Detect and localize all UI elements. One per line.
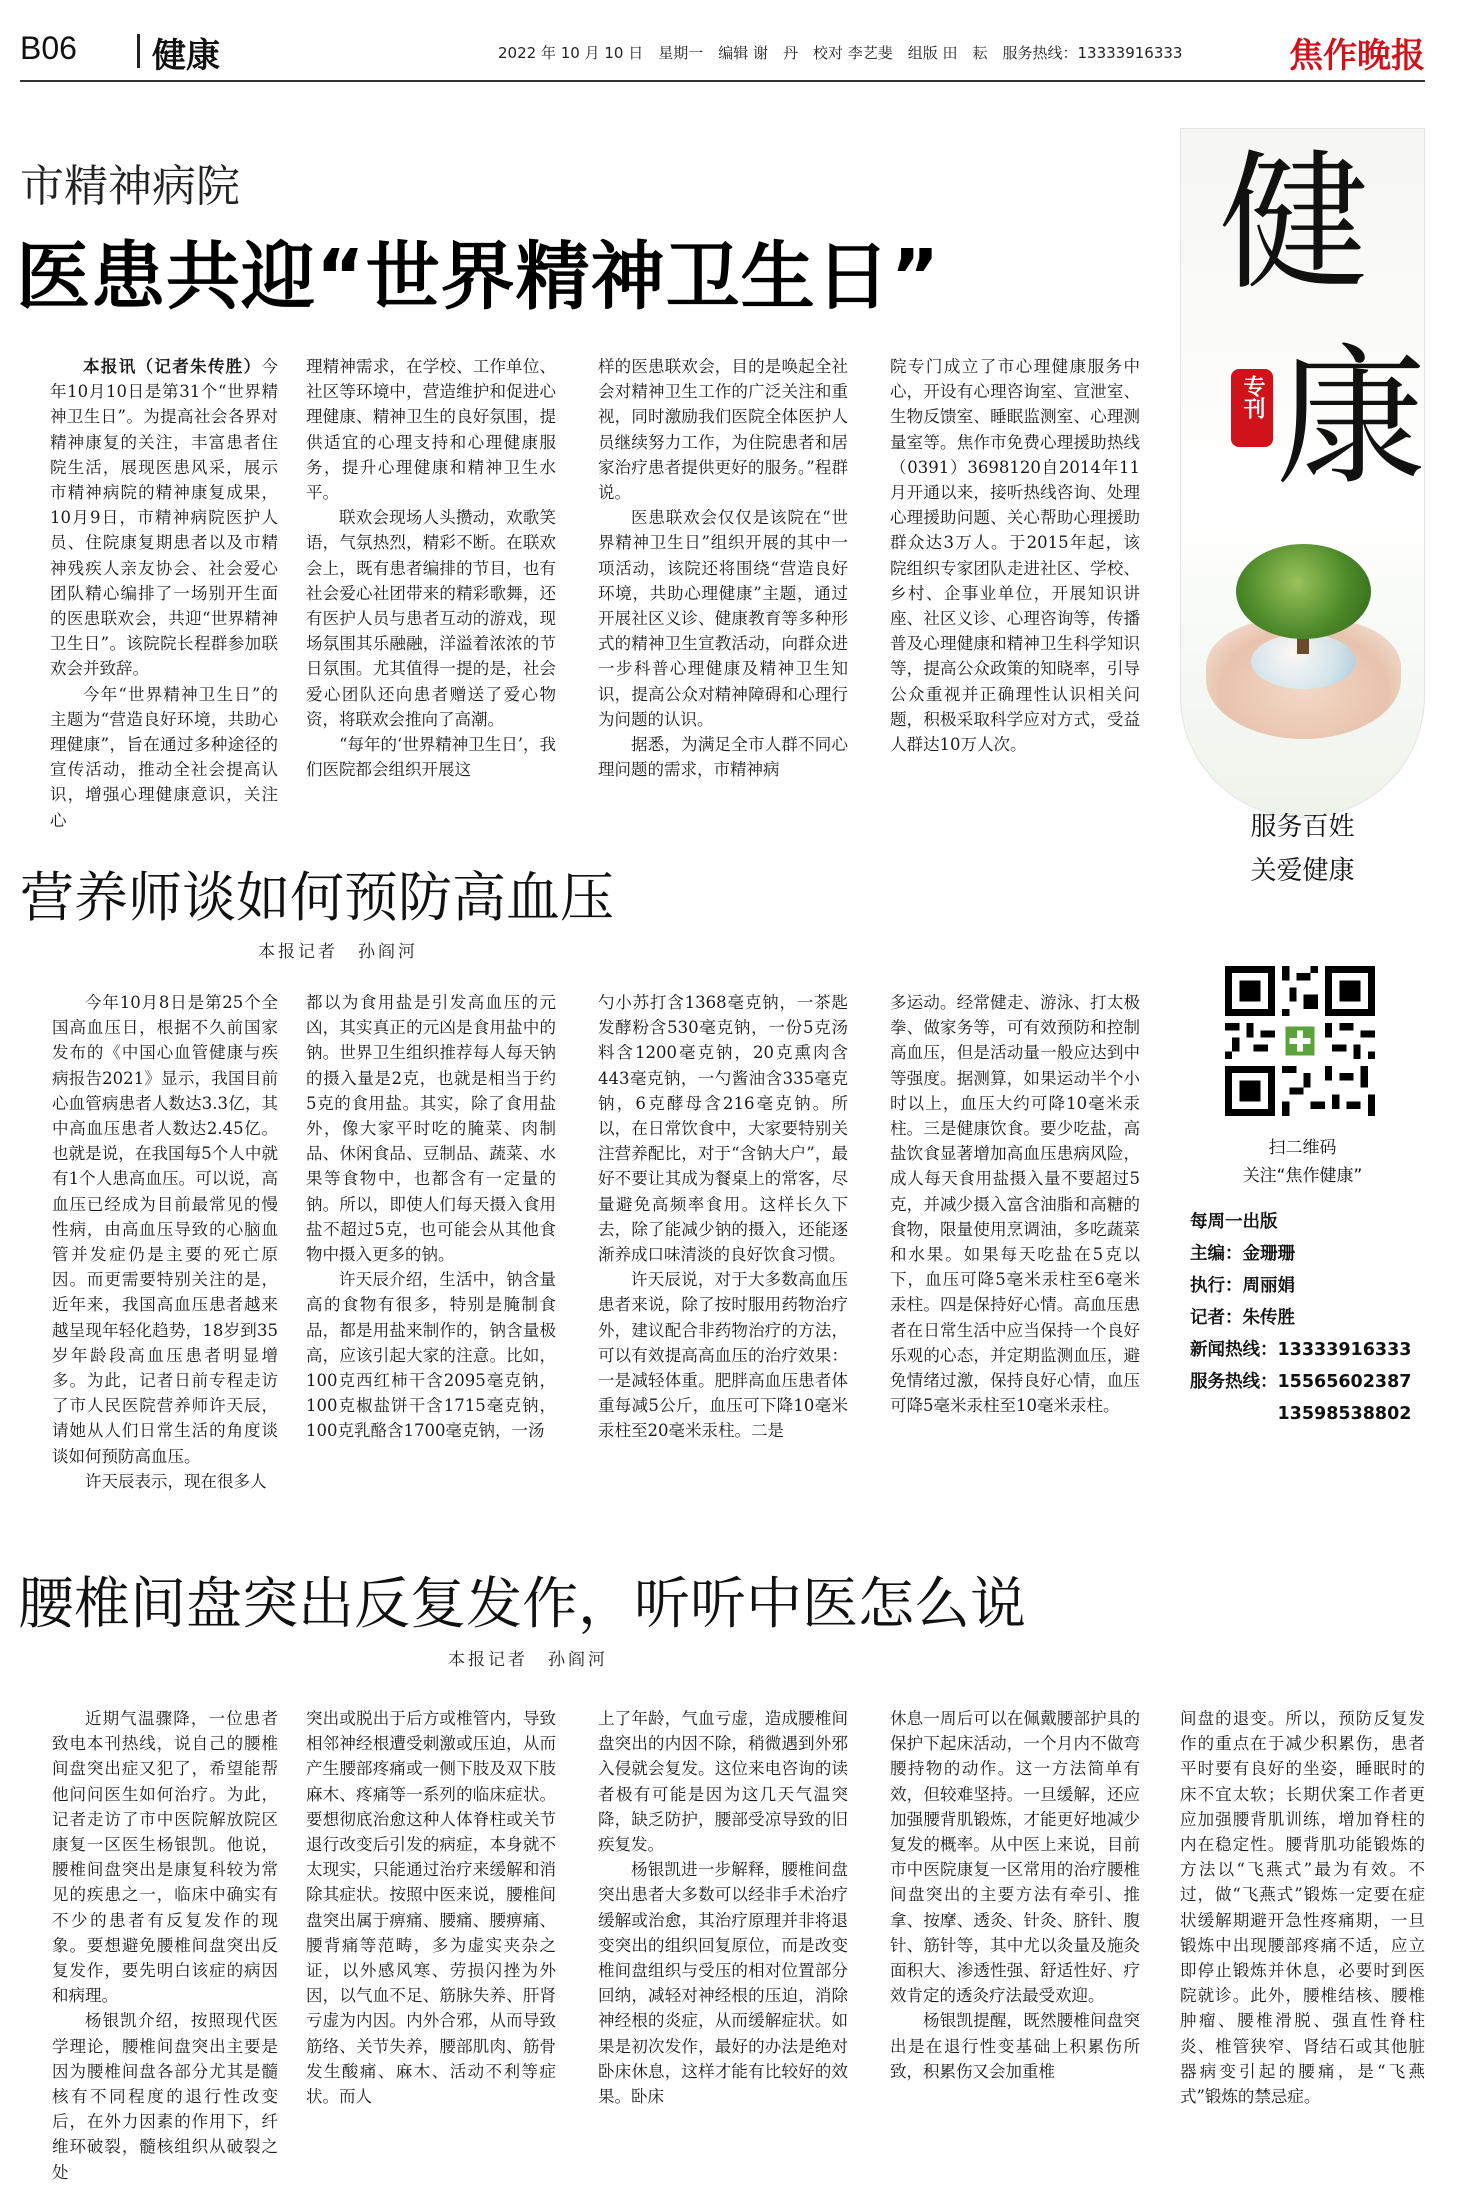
article3-paragraph: 杨银凯提醒，既然腰椎间盘突出是在退行性变基础上积累伤所致，积累伤又会加重椎 <box>890 2011 1140 2081</box>
article2-paragraph: 都以为食用盐是引发高血压的元凶，其实真正的元凶是食用盐中的钠。世界卫生组织推荐每人每天钠的摄入量是2克，也就是相当于约5克的食用盐。其实，除了食用盐外，像大家平时吃的腌菜、肉制品、休闲食品、豆制品、蔬菜、水果等食物中，也都含有一定量的钠。所以，即使人们每天摄入食用盐不超过5克，也可能会从其他食物中摄入更多的钠。 <box>306 993 556 1265</box>
service-hotline-2: 13598538802 <box>1190 1404 1412 1424</box>
article3-paragraph: 休息一周后可以在佩戴腰部护具的保护下起床活动，一个月内不做弯腰持物的动作。这一方法简单有效，但较难坚持。一旦缓解，还应加强腰背肌锻炼，才能更好地减少复发的概率。从中医上来说，目前市中医院康复一区常用的治疗腰椎间盘突出的主要方法有牵引、推拿、按摩、透灸、针灸、脐针、腹针、筋针等，其中尤以灸量及施灸面积大、渗透性强、舒适性好、疗效肯定的透灸疗法最受欢迎。 <box>890 1709 1140 2006</box>
article2-paragraph: 多运动。经常健走、游泳、打太极拳、做家务等，可有效预防和控制高血压，但是活动量一般应达到中等强度。据测算，如果运动半个小时以上，血压大约可降10毫米汞柱。三是健康饮食。要少吃盐，高盐饮食显著增加高血压患病风险，成人每天食用盐摄入量不要超过5克，并减少摄入富含油脂和高糖的食物，限量使用烹调油，多吃蔬菜和水果。如果每天吃盐在5克以下，血压可降5毫米汞柱至6毫米汞柱。四是保持好心情。高血压患者在日常生活中应当保持一个良好乐观的心态，并定期监测血压，避免情绪过激，保持良好心情，血压可降5毫米汞柱至10毫米汞柱。 <box>890 993 1140 1416</box>
page-number: B06 <box>20 30 77 66</box>
special-issue-seal <box>1231 369 1273 447</box>
article3-paragraph: 间盘的退变。所以，预防反复发作的重点在于减少积累伤，患者平时要有良好的坐姿，睡眠时的床不宜太软；长期伏案工作者更应加强腰背肌训练，增加脊柱的内在稳定性。腰背肌功能锻炼的方法以“飞燕式”最为有效。不过，做“飞燕式”锻炼一定要在症状缓解期避开急性疼痛期，一旦锻炼中出现腰部疼痛不适，应立即停止锻炼并休息，必要时到医院就诊。此外，腰椎结核、腰椎肿瘤、腰椎滑脱、强直性脊柱炎、椎管狭窄、肾结石或其他脏器病变引起的腰痛，是“飞燕式”锻炼的禁忌症。 <box>1180 1709 1425 2107</box>
article3-paragraph: 杨银凯介绍，按照现代医学理论，腰椎间盘突出主要是因为腰椎间盘各部分尤其是髓核有不同程度的退行性改变后，在外力因素的作用下，纤维环破裂，髓核组织从破裂之处 <box>52 2011 278 2182</box>
article2-paragraph: 勺小苏打含1368毫克钠，一茶匙发酵粉含530毫克钠，一份5克汤料含1200毫克钠，20克熏肉含443毫克钠，一勺酱油含335毫克钠，6克酵母含216毫克钠。所以，在日常饮食中，大家要特别关注营养配比，对于“含钠大户”，最好不要让其成为餐桌上的常客，尽量避免高频率食用。这样长久下去，除了能减少钠的摄入，还能逐渐养成口味清淡的良好饮食习惯。 <box>598 993 848 1265</box>
reporter: 记者：朱传胜 <box>1190 1308 1295 1328</box>
article1-column-2 <box>306 354 556 804</box>
slogan-line-1: 服务百姓 <box>1250 812 1355 842</box>
tree-illustration <box>1236 544 1371 639</box>
article1-kicker: 市精神病院 <box>20 161 240 212</box>
news-hotline: 新闻热线：13333916333 <box>1190 1340 1412 1360</box>
article3-column-3 <box>598 1706 848 2146</box>
article1-paragraph: 院专门成立了市心理健康服务中心，开设有心理咨询室、宣泄室、生物反馈室、睡眠监测室、心理测量室等。焦作市免费心理援助热线（0391）3698120自2014年11月开通以来，接听热线咨询、处理心理援助问题、关心帮助心理援助群众达3万人。于2015年起，该院组织专家团队走进社区、学校、乡村、企事业单位，开展知识讲座、社区义诊、心理咨询等，传播普及心理健康和精神卫生科学知识等，提高公众政策的知晓率，引导公众重视并正确理性认识相关问题，积极采取科学应对方式，受益人群达10万人次。 <box>890 357 1140 755</box>
article1-paragraph: 据悉，为满足全市人群不同心理问题的需求，市精神病 <box>598 735 848 780</box>
article3-paragraph: 突出或脱出于后方或椎管内，导致相邻神经根遭受刺激或压迫，从而产生腰部疼痛或一侧下肢及双下肢麻木、疼痛等一系列的临床症状。要想彻底治愈这种人体脊柱或关节退行改变后引发的病症，本身就不太现实，只能通过治疗来缓解和消除其症状。按照中医来说，腰椎间盘突出属于痹痛、腰痛、腰痹痛、腰背痛等范畴，多为虚实夹杂之证，以外感风寒、劳损闪挫为外因，以气血不足、筋脉失养、肝肾亏虚为内因。内外合邪，从而导致筋络、关节失养，腰部肌肉、筋骨发生酸痛、麻木、活动不利等症状。而人 <box>306 1709 556 2107</box>
article3-byline: 本报记者 孙阎河 <box>448 1650 608 1670</box>
article3-paragraph: 近期气温骤降，一位患者致电本刊热线，说自己的腰椎间盘突出症又犯了，希望能帮他问问医生如何治疗。为此，记者走访了市中医院解放院区康复一区医生杨银凯。他说，腰椎间盘突出是康复科较为常见的疾患之一，临床中确实有不少的患者有反复发作的现象。要想避免腰椎间盘突出反复发作，要先明白该症的病因和病理。 <box>52 1709 278 2006</box>
health-banner <box>1180 128 1425 818</box>
article1-paragraph: “每年的‘世界精神卫生日’，我们医院都会组织开展这 <box>306 735 556 780</box>
banner-char-kang: 康 <box>1276 332 1427 506</box>
qr-caption-1: 扫二维码 <box>1268 1138 1337 1158</box>
newspaper-logo: 焦作晚报 <box>1289 36 1425 76</box>
article2-title: 营养师谈如何预防高血压 <box>20 866 614 929</box>
slogan-line-2: 关爱健康 <box>1250 856 1355 886</box>
section-name: 健康 <box>152 36 220 76</box>
qr-code-icon[interactable] <box>1225 966 1375 1116</box>
article3-column-4 <box>890 1706 1140 2146</box>
article1-paragraph: 联欢会现场人头攒动，欢歌笑语，气氛热烈，精彩不断。在联欢会上，既有患者编排的节目，也有社会爱心社团带来的精彩歌舞，还有医护人员与患者互动的游戏，现场氛围其乐融融，洋溢着浓浓的节日氛围。尤其值得一提的是，社会爱心团队还向患者赠送了爱心物资，将联欢会推向了高潮。 <box>306 508 556 729</box>
header-rule <box>20 80 1425 82</box>
publication-schedule: 每周一出版 <box>1190 1212 1278 1232</box>
service-hotline: 服务热线：15565602387 <box>1190 1372 1412 1392</box>
executive-editor: 执行：周丽娟 <box>1190 1276 1295 1296</box>
header-divider <box>137 34 140 68</box>
article2-column-2 <box>306 990 556 1510</box>
article1-title: 医患共迎“世界精神卫生日” <box>16 234 941 320</box>
article3-column-5 <box>1180 1706 1425 2146</box>
article1-column-3 <box>598 354 848 804</box>
article1-paragraph: 本报讯（记者朱传胜）今年10月10日是第31个“世界精神卫生日”。为提高社会各界对精神康复的关注，丰富患者住院生活，展现医患风采，展示市精神病院的精神康复成果，10月9日，市精神病院医护人员、住院康复期患者以及市精神残疾人亲友协会、社会爱心团队精心编排了一场别开生面的医患联欢会，共迎“世界精神卫生日”。该院院长程群参加联欢会并致辞。 <box>50 357 278 679</box>
article1-paragraph: 今年“世界精神卫生日”的主题为“营造良好环境，共助心理健康”，旨在通过多种途径的宣传活动，推动全社会提高认识，增强心理健康意识，关注心 <box>50 684 278 830</box>
article2-paragraph: 今年10月8日是第25个全国高血压日，根据不久前国家发布的《中国心血管健康与疾病报告2021》显示，我国目前心血管病患者人数达3.3亿，其中高血压患者人数达2.45亿。也就是说，在我国每5个人中就有1个人患高血压。可以说，高血压已经成为目前最常见的慢性病，由高血压导致的心脑血管并发症仍是主要的死亡原因。而更需要特别关注的是，近年来，我国高血压患者越来越呈现年轻化趋势，18岁到35岁年龄段高血压患者明显增多。为此，记者日前专程走访了市人民医院营养师许天辰，请她从人们日常生活的角度谈谈如何预防高血压。 <box>52 993 278 1466</box>
header-meta: 2022 年 10 月 10 日 星期一 编辑 谢 丹 校对 李艺斐 组版 田 耘 服务热线：13333916333 <box>498 44 1183 62</box>
article1-column-4 <box>890 354 1140 804</box>
banner-char-jian: 健 <box>1219 137 1370 311</box>
article3-column-2 <box>306 1706 556 2146</box>
article2-paragraph: 许天辰说，对于大多数高血压患者来说，除了按时服用药物治疗外，建议配合非药物治疗的方法，可以有效提高高血压的治疗效果：一是减轻体重。肥胖高血压患者体重每减5公斤，血压可下降10毫米汞柱至20毫米汞柱。二是 <box>598 1270 848 1441</box>
article3-paragraph: 杨银凯进一步解释，腰椎间盘突出患者大多数可以经非手术治疗缓解或治愈，其治疗原理并非将退变突出的组织回复原位，而是改变椎间盘组织与受压的相对位置部分回纳，减轻对神经根的压迫，消除神经根的炎症，从而缓解症状。如果是初次发作，最好的办法是绝对卧床休息，这样才能有比较好的效果。卧床 <box>598 1860 848 2107</box>
article1-paragraph: 理精神需求，在学校、工作单位、社区等环境中，营造维护和促进心理健康、精神卫生的良好氛围，提供适宜的心理支持和心理健康服务，提升心理健康和精神卫生水平。 <box>306 357 556 503</box>
qr-caption-2: 关注“焦作健康” <box>1242 1166 1363 1186</box>
page-header <box>20 28 1425 78</box>
article2-paragraph: 许天辰表示，现在很多人 <box>85 1471 267 1491</box>
article2-column-4 <box>890 990 1140 1510</box>
sidebar <box>1180 128 1425 1528</box>
article1-column-1 <box>50 354 278 830</box>
article2-column-1 <box>52 990 278 1510</box>
article3-paragraph: 上了年龄，气血亏虚，造成腰椎间盘突出的内因不除，稍微遇到外邪入侵就会复发。这位来电咨询的读者极有可能是因为这几天气温突降，缺乏防护，腰部受凉导致的旧疾复发。 <box>598 1709 848 1855</box>
seal-text: 专刊 <box>1240 375 1265 419</box>
article1-paragraph: 医患联欢会仅仅是该院在“世界精神卫生日”组织开展的其中一项活动，该院还将围绕“营造良好环境，共助心理健康”主题，通过开展社区义诊、健康教育等多种形式的精神卫生宣教活动，向群众进一步科普心理健康及精神卫生知识，提高公众对精神障碍和心理行为问题的认识。 <box>598 508 848 729</box>
article3-column-1 <box>52 1706 278 2182</box>
article2-byline: 本报记者 孙阎河 <box>258 942 418 962</box>
article2-paragraph: 许天辰介绍，生活中，钠含量高的食物有很多，特别是腌制食品，都是用盐来制作的，钠含量极高，应该引起大家的注意。比如，100克西红柿干含2095毫克钠，100克椒盐饼干含1715毫克钠，100克乳酪含1700毫克钠，一汤 <box>306 1270 556 1441</box>
article3-title: 腰椎间盘突出反复发作，听听中医怎么说 <box>18 1572 1026 1637</box>
article2-column-3 <box>598 990 848 1510</box>
article1-lead: 本报讯（记者朱传胜） <box>83 357 262 376</box>
article1-paragraph: 样的医患联欢会，目的是唤起全社会对精神卫生工作的广泛关注和重视，同时激励我们医院全体医护人员继续努力工作，为住院患者和居家治疗患者提供更好的服务。”程群说。 <box>598 357 848 503</box>
chief-editor: 主编：金珊珊 <box>1190 1244 1295 1264</box>
